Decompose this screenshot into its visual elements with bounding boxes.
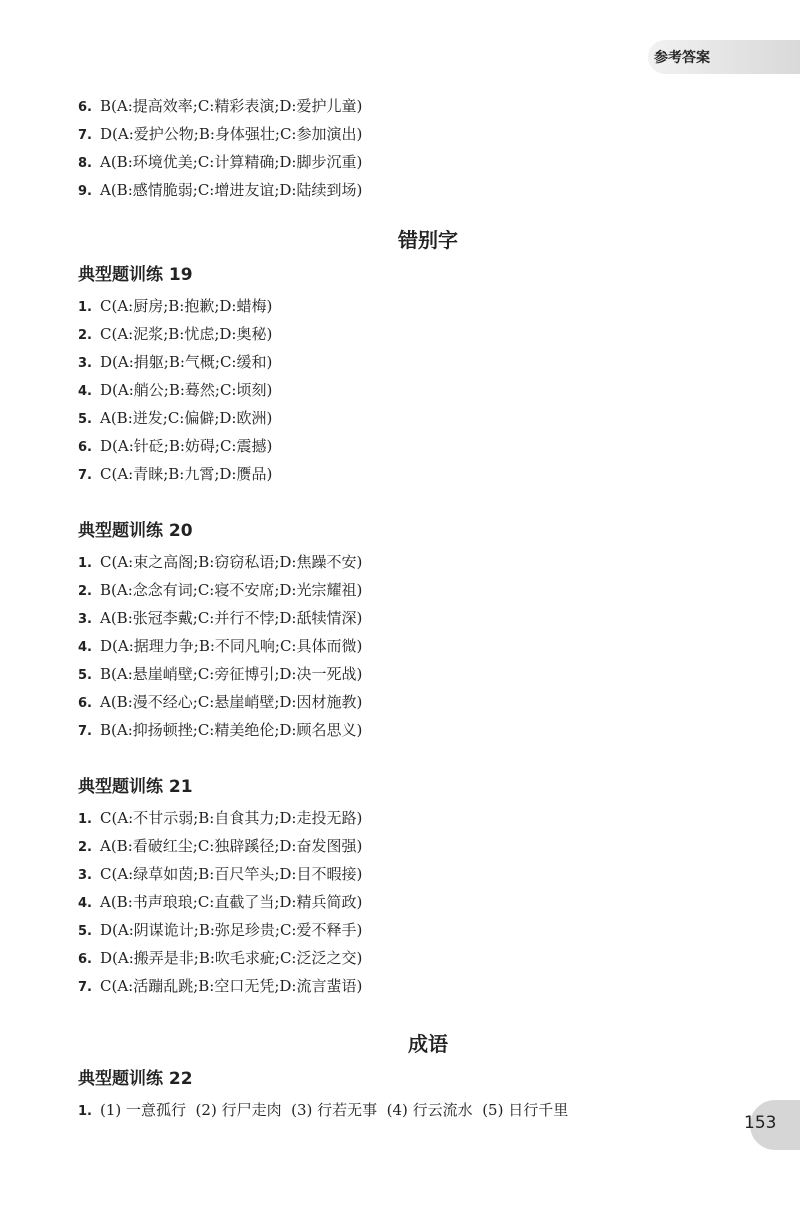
section-title-typos: 错别字 xyxy=(398,228,458,252)
item-number: 6. xyxy=(78,952,92,967)
item-text: (1) 一意孤行 (2) 行尸走肉 (3) 行若无事 (4) 行云流水 (5) 日行千里 xyxy=(100,1101,569,1119)
item-number: 6. xyxy=(78,696,92,711)
list-item xyxy=(78,916,738,944)
intro-list xyxy=(78,92,738,204)
item-text: C(A:厨房;B:抱歉;D:蜡梅) xyxy=(100,297,273,315)
item-number: 3. xyxy=(78,612,92,627)
item-number: 5. xyxy=(78,668,92,683)
list-item xyxy=(78,688,738,716)
item-text: D(A:搬弄是非;B:吹毛求疵;C:泛泛之交) xyxy=(100,949,363,967)
exercise-20-list xyxy=(78,548,738,744)
item-number: 3. xyxy=(78,868,92,883)
exercise-title: 典型题训练 22 xyxy=(78,1069,193,1089)
exercise-22-list xyxy=(78,1096,738,1124)
running-header: 参考答案 xyxy=(654,50,710,66)
item-text: D(A:艄公;B:蓦然;C:顷刻) xyxy=(100,381,273,399)
item-number: 4. xyxy=(78,640,92,655)
list-item xyxy=(78,92,738,120)
list-item xyxy=(78,944,738,972)
item-text: D(A:爱护公物;B:身体强壮;C:参加演出) xyxy=(100,125,363,143)
list-item xyxy=(78,832,738,860)
item-text: A(B:迸发;C:偏僻;D:欧洲) xyxy=(100,409,273,427)
list-item xyxy=(78,604,738,632)
exercise-title: 典型题训练 20 xyxy=(78,521,193,541)
list-item xyxy=(78,1096,738,1124)
list-item xyxy=(78,120,738,148)
item-number: 1. xyxy=(78,812,92,827)
list-item xyxy=(78,348,738,376)
list-item xyxy=(78,292,738,320)
item-number: 4. xyxy=(78,384,92,399)
item-number: 7. xyxy=(78,468,92,483)
item-number: 1. xyxy=(78,1104,92,1119)
list-item xyxy=(78,804,738,832)
item-number: 7. xyxy=(78,128,92,143)
item-text: C(A:不甘示弱;B:自食其力;D:走投无路) xyxy=(100,809,363,827)
list-item xyxy=(78,148,738,176)
item-number: 1. xyxy=(78,556,92,571)
item-text: D(A:阴谋诡计;B:弥足珍贵;C:爱不释手) xyxy=(100,921,363,939)
list-item xyxy=(78,972,738,1000)
item-number: 4. xyxy=(78,896,92,911)
list-item xyxy=(78,460,738,488)
item-text: B(A:提高效率;C:精彩表演;D:爱护儿童) xyxy=(100,97,363,115)
item-text: B(A:悬崖峭壁;C:旁征博引;D:决一死战) xyxy=(100,665,363,683)
item-text: C(A:绿草如茵;B:百尺竿头;D:目不暇接) xyxy=(100,865,363,883)
exercise-title: 典型题训练 19 xyxy=(78,265,193,285)
item-number: 7. xyxy=(78,980,92,995)
item-number: 5. xyxy=(78,412,92,427)
item-text: D(A:捐躯;B:气概;C:缓和) xyxy=(100,353,273,371)
item-number: 3. xyxy=(78,356,92,371)
list-item xyxy=(78,548,738,576)
item-text: C(A:青睐;B:九霄;D:赝品) xyxy=(100,465,273,483)
item-text: C(A:束之高阁;B:窃窃私语;D:焦躁不安) xyxy=(100,553,363,571)
item-number: 9. xyxy=(78,184,92,199)
item-number: 7. xyxy=(78,724,92,739)
section-title-idioms: 成语 xyxy=(408,1032,448,1056)
item-number: 6. xyxy=(78,100,92,115)
item-text: C(A:泥浆;B:忧虑;D:奥秘) xyxy=(100,325,273,343)
item-text: A(B:漫不经心;C:悬崖峭壁;D:因材施教) xyxy=(100,693,363,711)
item-number: 6. xyxy=(78,440,92,455)
answer-content xyxy=(78,92,738,1124)
item-number: 2. xyxy=(78,840,92,855)
item-number: 2. xyxy=(78,584,92,599)
item-text: D(A:针砭;B:妨碍;C:震撼) xyxy=(100,437,273,455)
list-item xyxy=(78,716,738,744)
item-text: A(B:书声琅琅;C:直截了当;D:精兵简政) xyxy=(100,893,363,911)
list-item xyxy=(78,660,738,688)
list-item xyxy=(78,632,738,660)
item-text: A(B:张冠李戴;C:并行不悖;D:舐犊情深) xyxy=(100,609,363,627)
list-item xyxy=(78,320,738,348)
exercise-19-list xyxy=(78,292,738,488)
list-item xyxy=(78,860,738,888)
exercise-title: 典型题训练 21 xyxy=(78,777,193,797)
page-number: 153 xyxy=(744,1113,777,1133)
item-text: A(B:看破红尘;C:独辟蹊径;D:奋发图强) xyxy=(100,837,363,855)
item-text: A(B:环境优美;C:计算精确;D:脚步沉重) xyxy=(100,153,363,171)
item-number: 5. xyxy=(78,924,92,939)
exercise-21-list xyxy=(78,804,738,1000)
list-item xyxy=(78,888,738,916)
item-text: B(A:念念有词;C:寝不安席;D:光宗耀祖) xyxy=(100,581,363,599)
item-number: 2. xyxy=(78,328,92,343)
list-item xyxy=(78,576,738,604)
list-item xyxy=(78,176,738,204)
item-number: 8. xyxy=(78,156,92,171)
list-item xyxy=(78,432,738,460)
item-text: C(A:活蹦乱跳;B:空口无凭;D:流言蜚语) xyxy=(100,977,363,995)
item-number: 1. xyxy=(78,300,92,315)
list-item xyxy=(78,404,738,432)
item-text: B(A:抑扬顿挫;C:精美绝伦;D:顾名思义) xyxy=(100,721,363,739)
item-text: D(A:据理力争;B:不同凡响;C:具体而微) xyxy=(100,637,363,655)
list-item xyxy=(78,376,738,404)
item-text: A(B:感情脆弱;C:增进友谊;D:陆续到场) xyxy=(100,181,363,199)
